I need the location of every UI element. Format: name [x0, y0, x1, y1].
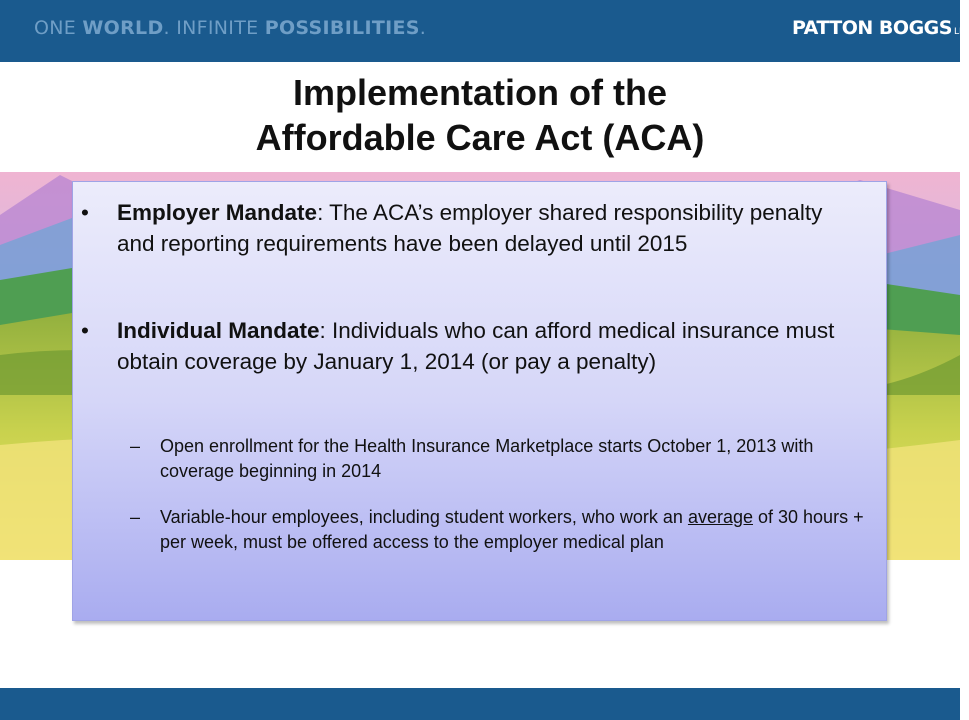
title-line-1: Implementation of the	[292, 72, 667, 113]
bullet-dot-icon: •	[81, 318, 89, 343]
bullet-employer-mandate	[81, 197, 857, 259]
title-line-2: Affordable Care Act (ACA)	[255, 117, 705, 158]
logo-suffix: LLP	[953, 27, 969, 37]
bullet-dot-icon: •	[81, 200, 89, 225]
bottom-banner	[0, 688, 960, 720]
tagline-part: .	[419, 17, 427, 39]
tagline-part: ONE	[34, 17, 83, 39]
sub-bullet-dash-icon: –	[130, 436, 141, 456]
company-logo	[792, 17, 969, 39]
bullet-text: : Individuals who can afford medical insurance must obtain coverage by January 1, 2014 (or pay a penalty)	[117, 318, 835, 374]
content-panel	[72, 181, 887, 621]
sub-bullet-dash-icon: –	[130, 507, 141, 527]
sub-bullet-variable-hour	[130, 505, 875, 555]
bullet-term: Employer Mandate	[117, 200, 318, 225]
bullet-individual-mandate	[81, 315, 857, 377]
sub-bullet-open-enrollment	[130, 434, 875, 484]
bullet-text: : The ACA’s employer shared responsibility penalty and reporting requirements have been delayed until 2015	[117, 200, 823, 256]
tagline	[34, 17, 426, 39]
tagline-part: . INFINITE	[163, 17, 265, 39]
sub-bullet-underlined-word: average	[687, 507, 753, 527]
logo-text: PATTON BOGGS	[792, 17, 952, 39]
tagline-part-bold: POSSIBILITIES	[264, 17, 420, 39]
sub-bullet-text: Variable-hour employees, including student workers, who work an	[160, 507, 688, 527]
sub-bullet-text: Open enrollment for the Health Insurance Marketplace starts October 1, 2013 with coverage beginning in 2014	[160, 436, 814, 481]
tagline-part-bold: WORLD	[82, 17, 164, 39]
bullet-term: Individual Mandate	[117, 318, 320, 343]
top-banner	[0, 0, 969, 62]
sub-bullet-text: of 30 hours + per week, must be offered access to the employer medical plan	[160, 507, 864, 552]
slide-title	[0, 70, 960, 160]
